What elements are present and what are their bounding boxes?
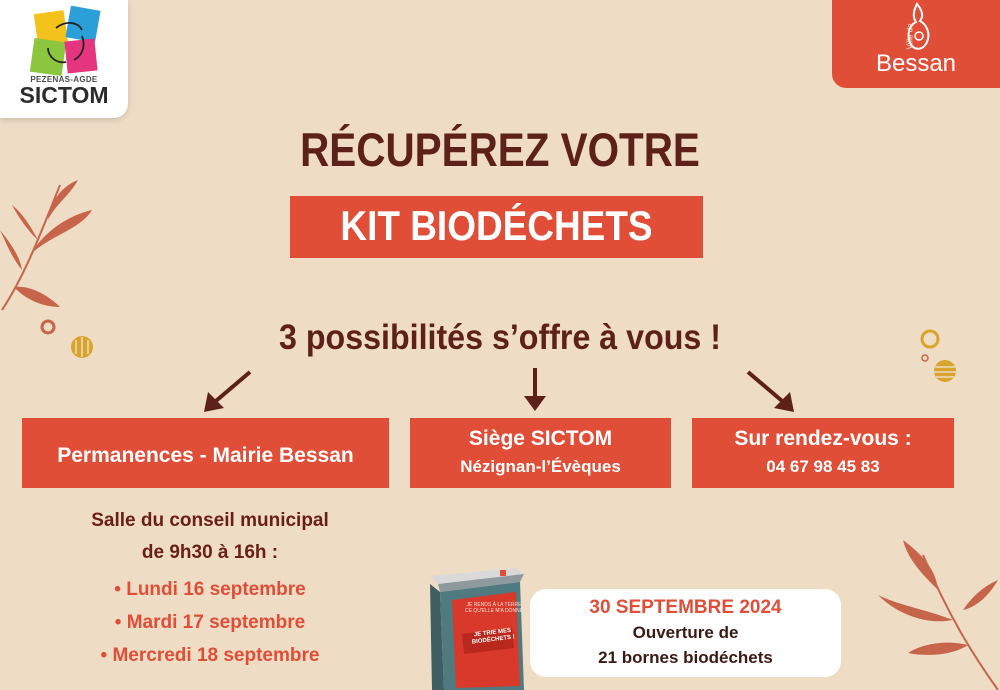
option-mairie-box	[22, 418, 389, 488]
option-rdv-box	[692, 418, 954, 488]
schedule-place: Salle du conseil municipal	[91, 510, 329, 531]
compost-bin-label: JE RENDS À LA TERRE CE QU'ELLE M'A DONNÉ	[464, 602, 524, 614]
bessan-logo-name: Bessan	[875, 50, 957, 77]
compost-bin-inner-label: JE TRIE MES BIODÉCHETS !	[471, 627, 516, 646]
bessan-logo-small-text: Ville de	[905, 23, 915, 50]
sictom-logo-name: SICTOM	[19, 82, 109, 108]
announcement-date: 30 SEPTEMBRE 2024	[589, 597, 782, 618]
schedule-day-3: • Mercredi 18 septembre	[100, 645, 320, 666]
option-mairie-label: Permanences - Mairie Bessan	[57, 444, 354, 467]
schedule-day-2: • Mardi 17 septembre	[114, 612, 306, 633]
headline-line1: RÉCUPÉREZ VOTRE	[300, 123, 700, 176]
arrow-down-left-icon	[200, 368, 256, 414]
option-rdv-title: Sur rendez-vous :	[734, 427, 912, 450]
option-siege-location: Nézignan-l’Évèques	[460, 457, 621, 476]
option-rdv-phone: 04 67 98 45 83	[766, 457, 880, 476]
arrow-down-right-icon	[742, 368, 798, 414]
leaf-branch-right-decoration	[868, 535, 1000, 690]
announcement-line2: 21 bornes biodéchets	[598, 648, 773, 667]
sictom-logo-subtitle: PEZENAS-AGDE	[30, 75, 98, 84]
announcement-line1: Ouverture de	[632, 623, 739, 642]
schedule-hours: de 9h30 à 16h :	[141, 542, 279, 563]
schedule-day-1: • Lundi 16 septembre	[114, 579, 306, 600]
option-siege-box	[410, 418, 671, 488]
sictom-recycle-logo	[26, 6, 104, 78]
subtitle: 3 possibilités s’offre à vous !	[278, 318, 721, 357]
leaf-branch-left-decoration	[0, 175, 95, 315]
arrow-down-icon	[522, 366, 548, 412]
headline-line2: KIT BIODÉCHETS	[340, 202, 653, 249]
option-siege-title: Siège SICTOM	[468, 427, 613, 450]
